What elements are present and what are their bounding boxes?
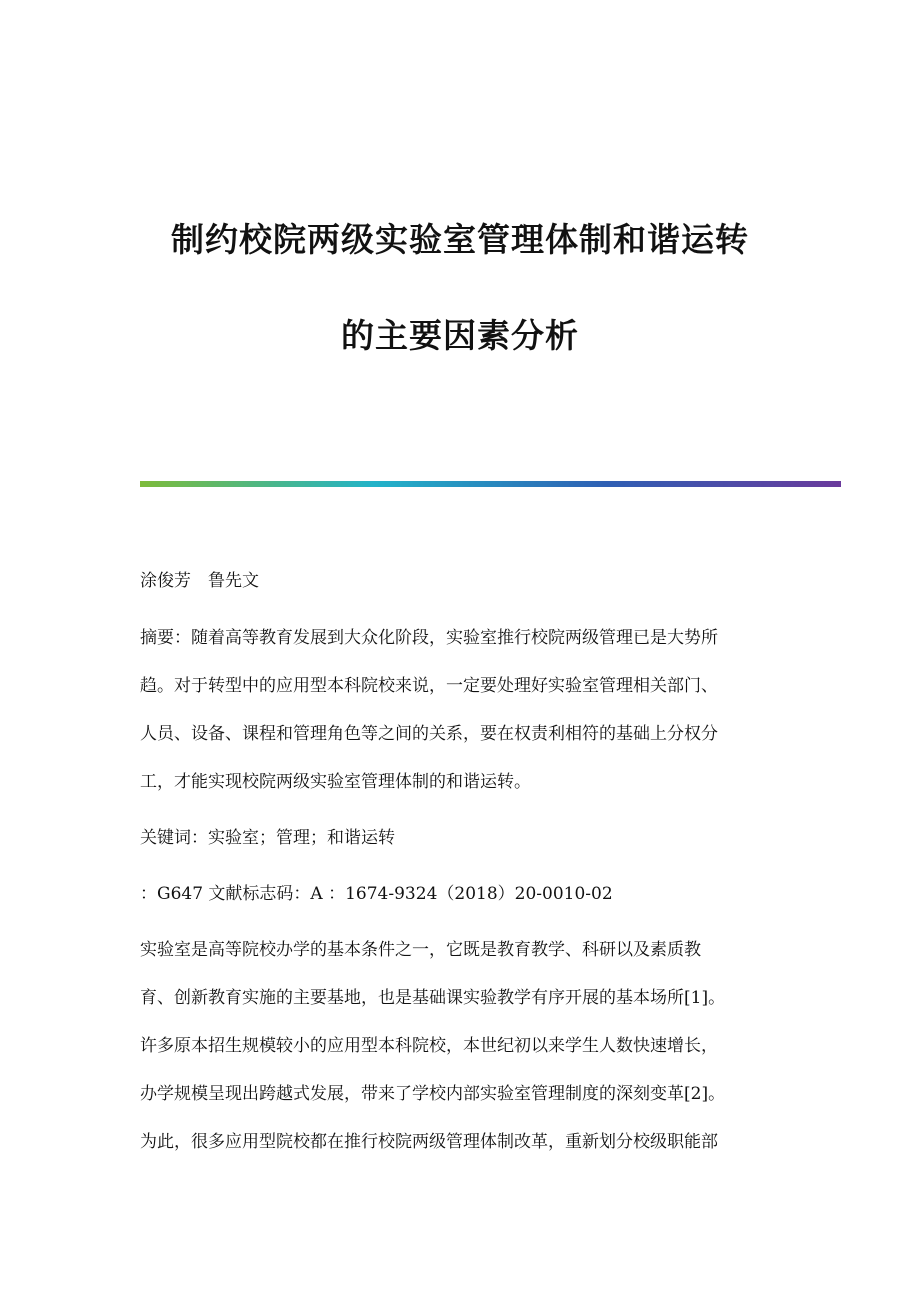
- title-line-2: 的主要因素分析: [341, 316, 579, 355]
- abstract-line: 工，才能实现校院两级实验室管理体制的和谐运转。: [140, 772, 531, 792]
- abstract-line: 摘要：随着高等教育发展到大众化阶段，实验室推行校院两级管理已是大势所: [140, 628, 718, 648]
- body-line: 办学规模呈现出跨越式发展，带来了学校内部实验室管理制度的深刻变革[2]。: [140, 1084, 726, 1104]
- authors: 涂俊芳 鲁先文: [140, 571, 259, 591]
- body-line: 许多原本招生规模较小的应用型本科院校，本世纪初以来学生人数快速增长，: [140, 1036, 718, 1056]
- body-line: 实验室是高等院校办学的基本条件之一，它既是教育教学、科研以及素质教: [140, 940, 701, 960]
- classification-line: ：G647 文献标志码：A ：1674-9324（2018）20-0010-02: [140, 884, 613, 904]
- body-line: 为此，很多应用型院校都在推行校院两级管理体制改革，重新划分校级职能部: [140, 1132, 718, 1152]
- abstract-line: 趋。对于转型中的应用型本科院校来说，一定要处理好实验室管理相关部门、: [140, 676, 718, 696]
- keywords: 关键词：实验室；管理；和谐运转: [140, 828, 395, 848]
- title-line-1: 制约校院两级实验室管理体制和谐运转: [171, 220, 749, 259]
- body-line: 育、创新教育实施的主要基地，也是基础课实验教学有序开展的基本场所[1]。: [140, 988, 726, 1008]
- gradient-divider: [140, 481, 841, 487]
- abstract-line: 人员、设备、课程和管理角色等之间的关系，要在权责利相符的基础上分权分: [140, 724, 718, 744]
